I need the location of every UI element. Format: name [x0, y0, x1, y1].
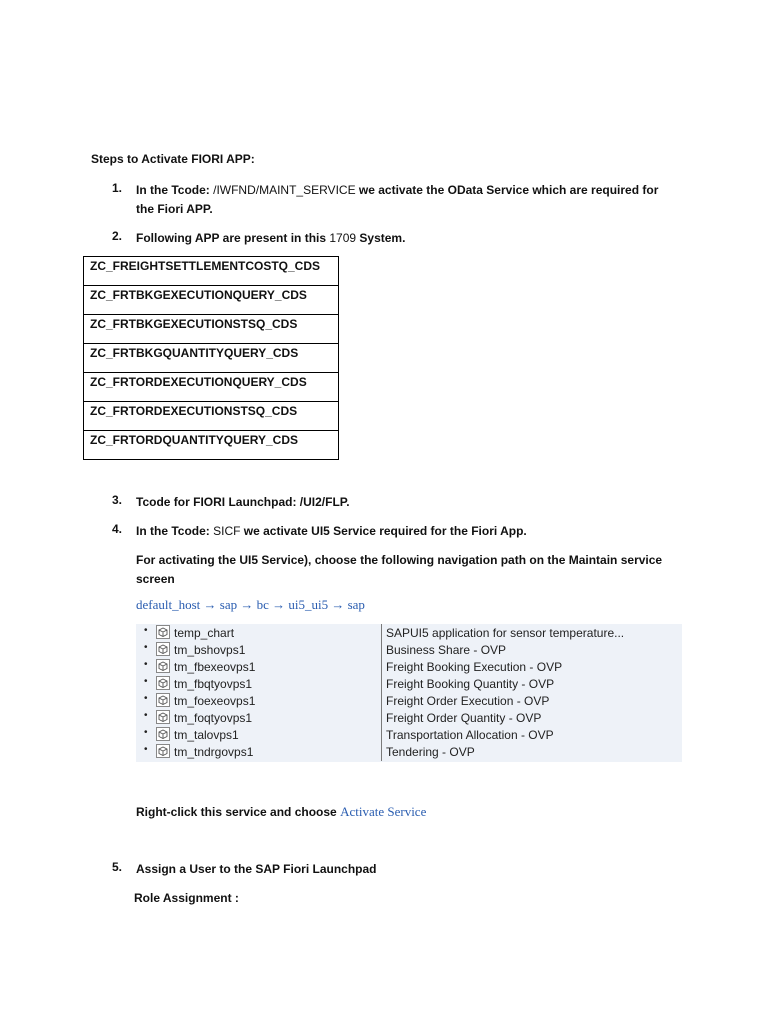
service-name: tm_tndrgovps1	[174, 745, 254, 759]
step-2-text	[136, 229, 676, 248]
column-divider	[381, 726, 382, 744]
service-name: tm_bshovps1	[174, 643, 246, 657]
bullet-icon: •	[144, 659, 148, 670]
step-2-suffix: System.	[356, 231, 406, 245]
bullet-icon: •	[144, 727, 148, 738]
step-4-number: 4.	[112, 522, 123, 536]
step-4-suffix: we activate UI5 Service required for the Fiori App.	[240, 524, 527, 538]
bullet-icon: •	[144, 676, 148, 687]
step-1-rest-line-1: we activate the OData Service which are required for	[355, 183, 659, 197]
service-name: tm_talovps1	[174, 728, 239, 742]
service-node-icon	[156, 727, 170, 741]
service-description: SAPUI5 application for sensor temperature...	[386, 626, 625, 640]
bullet-icon: •	[144, 642, 148, 653]
step-1-line-2: the Fiori APP.	[136, 202, 213, 216]
role-assignment-label: Role Assignment :	[134, 891, 239, 905]
app-cell: ZC_FRTBKGEXECUTIONQUERY_CDS	[84, 286, 339, 315]
service-row[interactable]	[136, 726, 682, 744]
page-title: Steps to Activate FIORI APP:	[91, 152, 255, 166]
column-divider	[381, 624, 382, 642]
step-1-number: 1.	[112, 181, 123, 195]
service-row[interactable]	[136, 624, 682, 642]
table-row	[84, 286, 339, 315]
app-cell: ZC_FRTORDEXECUTIONSTSQ_CDS	[84, 402, 339, 431]
step-1-text	[136, 181, 676, 219]
service-node-icon	[156, 676, 170, 690]
service-row[interactable]	[136, 675, 682, 693]
service-description: Freight Order Quantity - OVP	[386, 711, 542, 725]
service-description: Freight Booking Quantity - OVP	[386, 677, 555, 691]
table-row	[84, 344, 339, 373]
step-3-text: Tcode for FIORI Launchpad: /UI2/FLP.	[136, 495, 350, 509]
table-row	[84, 402, 339, 431]
column-divider	[381, 709, 382, 727]
table-row	[84, 431, 339, 460]
step-2-prefix: Following APP are present in this	[136, 231, 330, 245]
service-name: tm_foexeovps1	[174, 694, 256, 708]
step-3-number: 3.	[112, 493, 123, 507]
service-node-icon	[156, 642, 170, 656]
service-row[interactable]	[136, 692, 682, 710]
step-4-instructions-line-2: screen	[136, 572, 175, 586]
bullet-icon: •	[144, 625, 148, 636]
step-4-tcode: SICF	[213, 524, 241, 538]
service-description: Tendering - OVP	[386, 745, 475, 759]
apps-table	[83, 256, 339, 460]
step-2-system: 1709	[329, 231, 357, 245]
step-4-instructions-line-1: For activating the UI5 Service), choose the following navigation path on the Maintain service	[136, 553, 663, 567]
step-1-tcode: /IWFND/MAINT_SERVICE	[213, 183, 356, 197]
step-4-text	[136, 522, 676, 541]
table-row	[84, 373, 339, 402]
step-5-number: 5.	[112, 860, 123, 874]
column-divider	[381, 692, 382, 710]
app-cell: ZC_FRTORDEXECUTIONQUERY_CDS	[84, 373, 339, 402]
app-cell: ZC_FRTBKGEXECUTIONSTSQ_CDS	[84, 315, 339, 344]
table-row	[84, 315, 339, 344]
service-row[interactable]	[136, 658, 682, 676]
service-description: Transportation Allocation - OVP	[386, 728, 554, 742]
column-divider	[381, 675, 382, 693]
column-divider	[381, 743, 382, 761]
service-row[interactable]	[136, 641, 682, 659]
step-2-number: 2.	[112, 229, 123, 243]
step-4-prefix: In the Tcode:	[136, 524, 214, 538]
service-node-icon	[156, 744, 170, 758]
app-cell: ZC_FREIGHTSETTLEMENTCOSTQ_CDS	[84, 257, 339, 286]
service-description: Business Share - OVP	[386, 643, 507, 657]
service-node-icon	[156, 710, 170, 724]
service-description: Freight Booking Execution - OVP	[386, 660, 563, 674]
navigation-path: default_host → sap → bc → ui5_ui5 → sap	[136, 597, 365, 612]
step-5-text: Assign a User to the SAP Fiori Launchpad	[136, 862, 377, 876]
service-description: Freight Order Execution - OVP	[386, 694, 550, 708]
bullet-icon: •	[144, 710, 148, 721]
service-node-icon	[156, 659, 170, 673]
bullet-icon: •	[144, 744, 148, 755]
right-click-instruction	[136, 803, 426, 821]
bullet-icon: •	[144, 693, 148, 704]
service-node-icon	[156, 625, 170, 639]
app-cell: ZC_FRTBKGQUANTITYQUERY_CDS	[84, 344, 339, 373]
column-divider	[381, 658, 382, 676]
step-4-instructions	[136, 551, 696, 589]
service-name: tm_fbqtyovps1	[174, 677, 253, 691]
activate-service-link[interactable]: Activate Service	[340, 804, 427, 819]
service-row[interactable]	[136, 709, 682, 727]
service-row[interactable]	[136, 743, 682, 761]
service-name: tm_foqtyovps1	[174, 711, 253, 725]
step-1-prefix: In the Tcode:	[136, 183, 214, 197]
service-name: tm_fbexeovps1	[174, 660, 256, 674]
step-1-line-1	[136, 181, 676, 200]
table-row	[84, 257, 339, 286]
service-node-icon	[156, 693, 170, 707]
column-divider	[381, 641, 382, 659]
app-cell: ZC_FRTORDQUANTITYQUERY_CDS	[84, 431, 339, 460]
right-click-prefix: Right-click this service and choose	[136, 805, 341, 819]
service-tree	[136, 624, 682, 762]
service-name: temp_chart	[174, 626, 235, 640]
